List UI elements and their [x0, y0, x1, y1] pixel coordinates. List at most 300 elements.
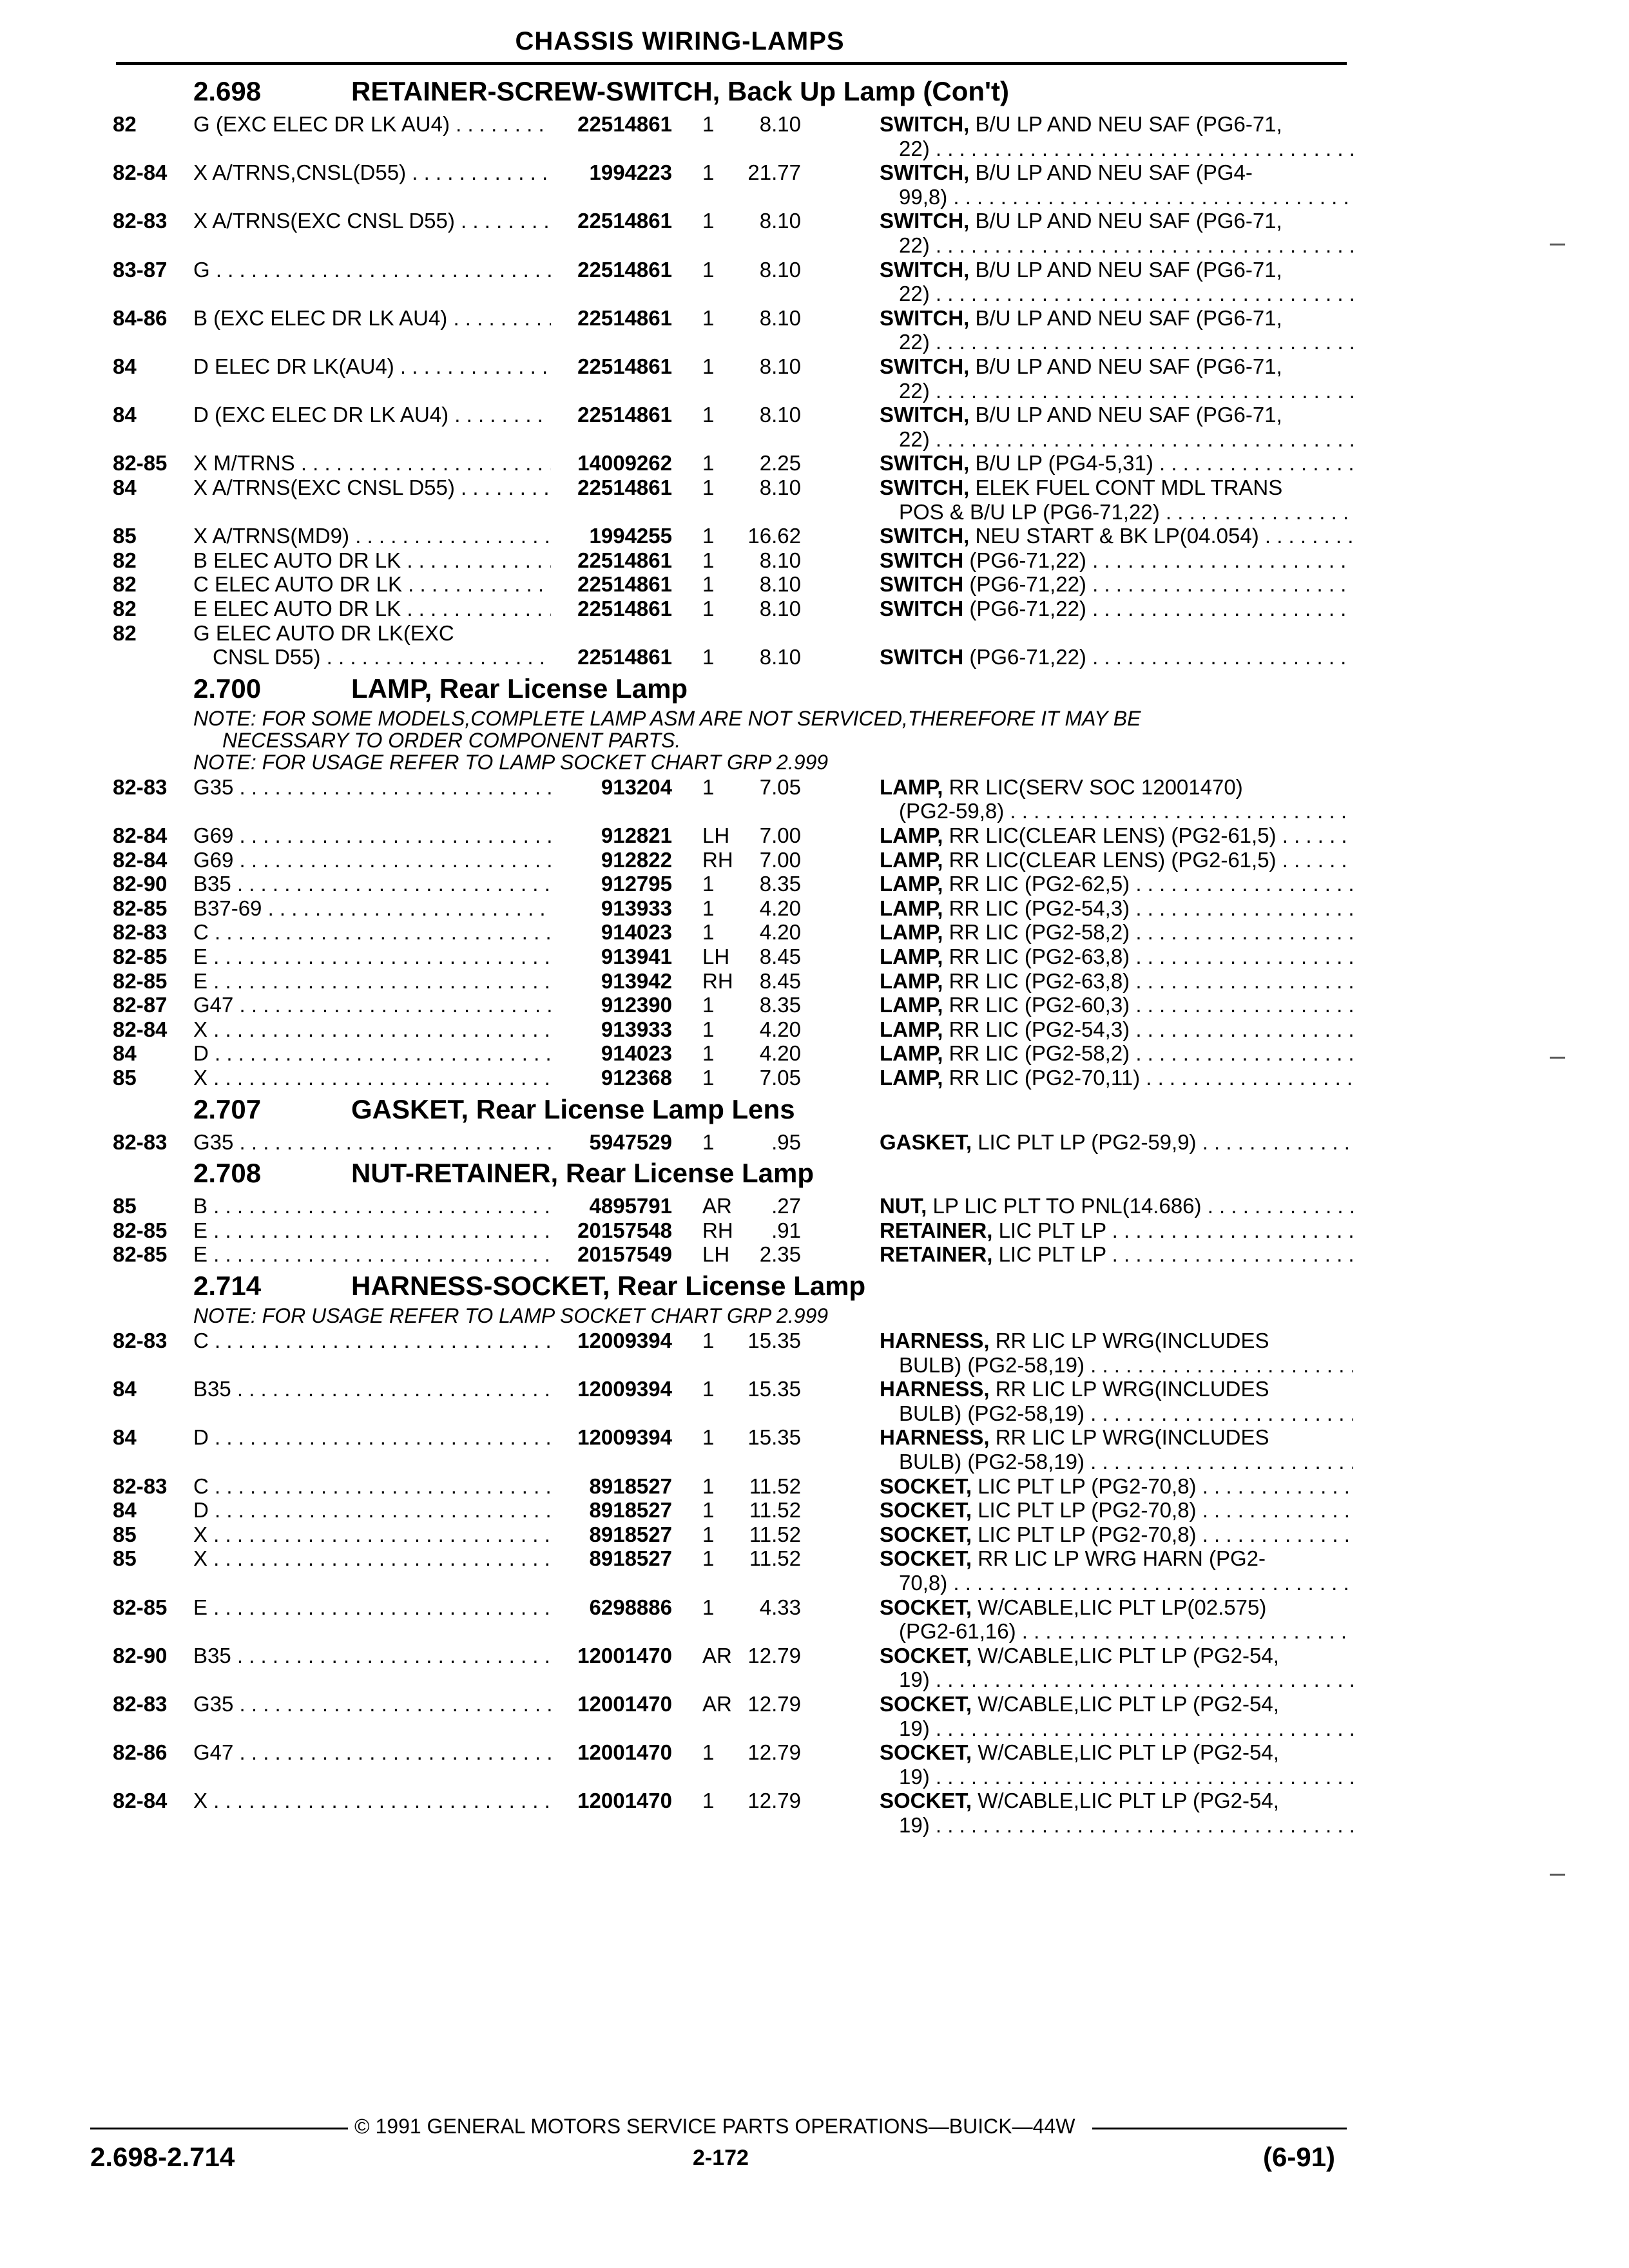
part-name-main: SWITCH, — [880, 306, 970, 330]
part-name — [880, 1066, 1353, 1090]
part-name-cont: POS & B/U LP (PG6-71,22) . . . — [899, 500, 1353, 524]
part-name — [880, 548, 1353, 573]
price: 7.05 — [759, 1066, 801, 1090]
part-name-main: HARNESS, — [880, 1377, 990, 1401]
quantity: 1 — [702, 1546, 715, 1570]
part-name-detail: RR LIC LP WRG(INCLUDES — [995, 1329, 1269, 1352]
footer-rule-left — [90, 2128, 348, 2129]
part-name-cont: (PG2-59,8) . . . — [899, 799, 1353, 823]
quantity: 1 — [702, 572, 715, 596]
group-title: NUT-RETAINER, Rear License Lamp — [351, 1158, 815, 1188]
price: 4.33 — [759, 1595, 801, 1619]
part-name-detail: RR LIC (PG2-54,3) — [949, 1017, 1130, 1041]
quantity: LH — [702, 945, 730, 968]
part-row-continued — [0, 1401, 1629, 1426]
part-name-main: SOCKET, — [880, 1546, 972, 1570]
price: 11.52 — [749, 1546, 801, 1570]
part-name-cont: 22) . . . — [899, 379, 1353, 403]
usage-description: G47 . . . — [193, 1740, 551, 1765]
model-years: 85 — [113, 1523, 137, 1546]
part-name-detail: B/U LP AND NEU SAF (PG6-71, — [975, 354, 1282, 378]
part-number: 12001470 — [577, 1789, 672, 1812]
part-name-cont: 19) . . . — [899, 1667, 1353, 1692]
model-years: 82-83 — [113, 1692, 168, 1716]
quantity: 1 — [702, 1595, 715, 1619]
part-name-cont: 19) . . . — [899, 1716, 1353, 1741]
quantity: 1 — [702, 1740, 715, 1764]
part-name-cont: 19) . . . — [899, 1765, 1353, 1789]
part-name-detail: ELEK FUEL CONT MDL TRANS — [975, 476, 1283, 499]
page-title: CHASSIS WIRING-LAMPS — [515, 27, 845, 55]
quantity: 1 — [702, 354, 715, 378]
part-row — [0, 1218, 1629, 1243]
part-name — [880, 1242, 1353, 1267]
quantity: 1 — [702, 1329, 715, 1352]
part-name-detail: RR LIC (PG2-58,2) — [949, 1041, 1130, 1065]
part-name-cont: 22) . . . — [899, 137, 1353, 161]
quantity: 1 — [702, 1498, 715, 1522]
quantity: 1 — [702, 1041, 715, 1065]
part-name-detail: RR LIC(SERV SOC 12001470) — [949, 775, 1243, 799]
part-number: 12009394 — [577, 1377, 672, 1401]
quantity: 1 — [702, 1425, 715, 1449]
part-row — [0, 451, 1629, 476]
part-name-detail: (PG6-71,22) — [969, 597, 1086, 620]
part-name-detail: LIC PLT LP — [998, 1242, 1106, 1266]
part-name-detail: RR LIC LP WRG(INCLUDES — [995, 1377, 1269, 1401]
price: 8.10 — [759, 403, 801, 427]
part-name-main: SOCKET, — [880, 1740, 972, 1764]
usage-description: X . . . — [193, 1523, 551, 1547]
part-number: 914023 — [601, 920, 672, 944]
part-number: 22514861 — [577, 476, 672, 499]
group-title: LAMP, Rear License Lamp — [351, 673, 688, 704]
part-name-main: LAMP, — [880, 848, 943, 872]
price: 8.10 — [759, 209, 801, 233]
price: 8.10 — [759, 548, 801, 572]
part-name — [880, 1644, 1353, 1668]
quantity: AR — [702, 1692, 732, 1716]
part-name — [880, 354, 1353, 379]
part-name-main: LAMP, — [880, 1066, 943, 1090]
part-row — [0, 848, 1629, 872]
model-years: 82-83 — [113, 775, 168, 799]
part-row — [0, 1595, 1629, 1620]
usage-description: D (EXC ELEC DR LK AU4) . . . — [193, 403, 551, 427]
footer-copyright: © 1991 GENERAL MOTORS SERVICE PARTS OPERATIONS—BUICK—44W — [354, 2115, 1075, 2138]
model-years: 85 — [113, 1194, 137, 1218]
part-name-detail: B/U LP AND NEU SAF (PG6-71, — [975, 258, 1282, 282]
part-number: 913933 — [601, 1017, 672, 1041]
part-row — [0, 1498, 1629, 1523]
price: 2.25 — [759, 451, 801, 475]
part-name-detail: B/U LP AND NEU SAF (PG6-71, — [975, 306, 1282, 330]
usage-description: X . . . — [193, 1017, 551, 1042]
quantity: LH — [702, 1242, 730, 1266]
usage-description: G . . . — [193, 258, 551, 282]
part-name-detail: RR LIC (PG2-54,3) — [949, 896, 1130, 920]
part-name-detail: RR LIC (PG2-58,2) — [949, 920, 1130, 944]
part-name-detail: LIC PLT LP (PG2-59,9) — [978, 1130, 1197, 1154]
part-name-main: SOCKET, — [880, 1523, 972, 1546]
part-row — [0, 597, 1629, 621]
part-row — [0, 1740, 1629, 1765]
header-rule — [116, 62, 1347, 65]
usage-description: X A/TRNS(EXC CNSL D55) . . . — [193, 209, 551, 233]
part-name-detail: W/CABLE,LIC PLT LP (PG2-54, — [978, 1692, 1279, 1716]
part-number: 20157549 — [577, 1242, 672, 1266]
part-name-detail: LP LIC PLT TO PNL(14.686) — [932, 1194, 1202, 1218]
part-name — [880, 572, 1353, 597]
part-row — [0, 403, 1629, 427]
part-number: 8918527 — [589, 1546, 672, 1570]
part-number: 8918527 — [589, 1523, 672, 1546]
quantity: 1 — [702, 872, 715, 896]
group-heading — [193, 1094, 795, 1125]
part-number: 913933 — [601, 896, 672, 920]
part-name-main: SWITCH, — [880, 451, 970, 475]
quantity: 1 — [702, 451, 715, 475]
model-years: 82-83 — [113, 1474, 168, 1498]
part-number: 12009394 — [577, 1329, 672, 1352]
part-row — [0, 476, 1629, 500]
group-title: HARNESS-SOCKET, Rear License Lamp — [351, 1271, 866, 1301]
model-years: 82 — [113, 548, 137, 572]
part-name — [880, 1329, 1353, 1353]
part-name — [880, 1218, 1353, 1243]
model-years: 82-85 — [113, 1218, 168, 1242]
part-number: 5947529 — [589, 1130, 672, 1154]
part-row — [0, 1644, 1629, 1668]
part-name — [880, 1692, 1353, 1716]
part-row — [0, 1066, 1629, 1090]
part-name-main: LAMP, — [880, 945, 943, 968]
part-name-main: SOCKET, — [880, 1789, 972, 1812]
part-number: 22514861 — [577, 354, 672, 378]
price: 12.79 — [747, 1789, 801, 1812]
part-row — [0, 354, 1629, 379]
part-number: 22514861 — [577, 112, 672, 136]
model-years: 82-85 — [113, 896, 168, 920]
model-years: 82-84 — [113, 160, 168, 184]
price: .91 — [771, 1218, 801, 1242]
part-name-detail: B/U LP AND NEU SAF (PG6-71, — [975, 112, 1282, 136]
part-name-detail: W/CABLE,LIC PLT LP(02.575) — [978, 1595, 1267, 1619]
usage-description: D . . . — [193, 1498, 551, 1523]
group-number: 2.698 — [193, 76, 262, 106]
quantity: RH — [702, 969, 733, 993]
part-name-main: SWITCH, — [880, 524, 970, 548]
part-number: 12009394 — [577, 1425, 672, 1449]
usage-description: E . . . — [193, 1242, 551, 1267]
part-name-detail: (PG6-71,22) — [969, 572, 1086, 596]
model-years: 84 — [113, 354, 137, 378]
price: 12.79 — [747, 1692, 801, 1716]
model-years: 82-83 — [113, 1130, 168, 1154]
usage-description: G ELEC AUTO DR LK(EXC — [193, 621, 454, 645]
part-name — [880, 209, 1353, 233]
part-row — [0, 1329, 1629, 1353]
model-years: 82-84 — [113, 1017, 168, 1041]
part-name — [880, 306, 1353, 331]
quantity: 1 — [702, 1523, 715, 1546]
quantity: RH — [702, 848, 733, 872]
part-row — [0, 209, 1629, 233]
part-number: 8918527 — [589, 1474, 672, 1498]
part-name-main: LAMP, — [880, 896, 943, 920]
part-number: 912821 — [601, 823, 672, 847]
model-years: 82-90 — [113, 872, 168, 896]
part-name — [880, 848, 1353, 872]
part-name — [880, 1377, 1353, 1401]
part-row — [0, 1242, 1629, 1267]
part-number: 1994255 — [589, 524, 672, 548]
part-row-continued — [0, 330, 1629, 354]
part-row-continued — [0, 1716, 1629, 1741]
model-years: 82-83 — [113, 920, 168, 944]
part-number: 22514861 — [577, 258, 672, 282]
usage-description: D ELEC DR LK(AU4) . . . — [193, 354, 551, 379]
model-years: 84 — [113, 1377, 137, 1401]
price: 8.35 — [759, 872, 801, 896]
part-row — [0, 1692, 1629, 1716]
part-name-main: LAMP, — [880, 993, 943, 1017]
part-name-cont: BULB) (PG2-58,19) . . . — [899, 1353, 1353, 1378]
part-row — [0, 969, 1629, 994]
quantity: 1 — [702, 1066, 715, 1090]
quantity: 1 — [702, 896, 715, 920]
part-name-detail: W/CABLE,LIC PLT LP (PG2-54, — [978, 1789, 1279, 1812]
part-number: 22514861 — [577, 572, 672, 596]
part-row-continued — [0, 645, 1629, 669]
part-name — [880, 597, 1353, 621]
usage-description: C . . . — [193, 1474, 551, 1499]
part-number: 1994223 — [589, 160, 672, 184]
part-row-continued — [0, 137, 1629, 161]
model-years: 82-85 — [113, 1242, 168, 1266]
model-years: 82 — [113, 572, 137, 596]
part-name-main: GASKET, — [880, 1130, 972, 1154]
part-row — [0, 524, 1629, 548]
price: 4.20 — [759, 1017, 801, 1041]
price: 12.79 — [747, 1644, 801, 1667]
part-row — [0, 112, 1629, 137]
price: 8.10 — [759, 572, 801, 596]
part-name-cont: 22) . . . — [899, 330, 1353, 354]
usage-description: X A/TRNS(EXC CNSL D55) . . . — [193, 476, 551, 500]
model-years: 84 — [113, 403, 137, 427]
part-row — [0, 548, 1629, 573]
model-years: 82-83 — [113, 1329, 168, 1352]
part-name-main: LAMP, — [880, 1017, 943, 1041]
part-row-continued — [0, 1353, 1629, 1378]
usage-description: G35 . . . — [193, 1692, 551, 1716]
part-name-detail: W/CABLE,LIC PLT LP (PG2-54, — [978, 1740, 1279, 1764]
price: 2.35 — [759, 1242, 801, 1266]
part-name — [880, 775, 1353, 800]
quantity: 1 — [702, 1474, 715, 1498]
usage-description: B . . . — [193, 1194, 551, 1218]
part-name — [880, 258, 1353, 282]
model-years: 82-84 — [113, 848, 168, 872]
part-name-detail: B/U LP AND NEU SAF (PG6-71, — [975, 403, 1282, 427]
model-years: 84-86 — [113, 306, 168, 330]
margin-tick — [1550, 244, 1565, 245]
part-number: 914023 — [601, 1041, 672, 1065]
usage-description: G69 . . . — [193, 848, 551, 872]
group-heading — [193, 76, 1009, 107]
part-name-detail: W/CABLE,LIC PLT LP (PG2-54, — [978, 1644, 1279, 1667]
part-name-main: SWITCH, — [880, 354, 970, 378]
price: .95 — [771, 1130, 801, 1154]
group-heading — [193, 1271, 865, 1302]
part-name-main: SWITCH, — [880, 476, 970, 499]
part-name-detail: (PG6-71,22) — [969, 645, 1086, 669]
usage-description: X . . . — [193, 1066, 551, 1090]
quantity: 1 — [702, 920, 715, 944]
part-row — [0, 306, 1629, 331]
part-name-main: SWITCH — [880, 645, 964, 669]
group-note: NOTE: FOR USAGE REFER TO LAMP SOCKET CHART GRP 2.999 — [193, 1304, 829, 1327]
part-number: 8918527 — [589, 1498, 672, 1522]
part-number: 12001470 — [577, 1740, 672, 1764]
model-years: 85 — [113, 1066, 137, 1090]
part-name-cont: (PG2-61,16) . . . — [899, 1619, 1353, 1644]
quantity: 1 — [702, 306, 715, 330]
usage-description: B37-69 . . . — [193, 896, 551, 921]
part-name — [880, 476, 1353, 500]
part-name — [880, 1740, 1353, 1765]
quantity: 1 — [702, 476, 715, 499]
price: 11.52 — [749, 1523, 801, 1546]
price: 12.79 — [747, 1740, 801, 1764]
part-number: 4895791 — [589, 1194, 672, 1218]
part-number: 913942 — [601, 969, 672, 993]
part-name-detail: (PG6-71,22) — [969, 548, 1086, 572]
model-years: 82-86 — [113, 1740, 168, 1764]
part-name-main: SOCKET, — [880, 1498, 972, 1522]
part-name-main: SWITCH, — [880, 160, 970, 184]
part-name-detail: RR LIC(CLEAR LENS) (PG2-61,5) — [949, 848, 1277, 872]
quantity: 1 — [702, 548, 715, 572]
usage-description: X A/TRNS(MD9) . . . — [193, 524, 551, 548]
part-name-main: SWITCH, — [880, 209, 970, 233]
part-name — [880, 1425, 1353, 1450]
part-name-main: SWITCH — [880, 597, 964, 620]
part-name-main: LAMP, — [880, 872, 943, 896]
part-name-cont: 70,8) . . . — [899, 1571, 1353, 1595]
part-row — [0, 1789, 1629, 1813]
model-years: 84 — [113, 476, 137, 499]
part-name-main: NUT, — [880, 1194, 927, 1218]
part-row-continued — [0, 379, 1629, 403]
part-name-detail: RR LIC LP WRG HARN (PG2- — [978, 1546, 1266, 1570]
part-row — [0, 572, 1629, 597]
usage-description: B35 . . . — [193, 872, 551, 896]
part-row — [0, 945, 1629, 969]
price: 8.10 — [759, 597, 801, 620]
group-number: 2.700 — [193, 673, 262, 704]
footer-date: (6-91) — [1263, 2142, 1336, 2172]
model-years: 85 — [113, 1546, 137, 1570]
price: 8.10 — [759, 258, 801, 282]
part-name — [880, 1194, 1353, 1218]
price: 15.35 — [747, 1329, 801, 1352]
price: 4.20 — [759, 896, 801, 920]
part-number: 12001470 — [577, 1692, 672, 1716]
part-name — [880, 1523, 1353, 1547]
part-row-continued — [0, 1571, 1629, 1595]
part-name — [880, 1546, 1353, 1571]
price: 8.10 — [759, 354, 801, 378]
part-name-detail: RR LIC(CLEAR LENS) (PG2-61,5) — [949, 823, 1277, 847]
quantity: AR — [702, 1194, 732, 1218]
model-years: 84 — [113, 1425, 137, 1449]
part-name-detail: RR LIC LP WRG(INCLUDES — [995, 1425, 1269, 1449]
price: 8.10 — [759, 476, 801, 499]
quantity: 1 — [702, 258, 715, 282]
part-name-cont: BULB) (PG2-58,19) . . . — [899, 1401, 1353, 1426]
model-years: 82-85 — [113, 1595, 168, 1619]
part-row-continued — [0, 1765, 1629, 1789]
part-name-detail: RR LIC (PG2-63,8) — [949, 969, 1130, 993]
model-years: 82-87 — [113, 993, 168, 1017]
group-note: NOTE: FOR USAGE REFER TO LAMP SOCKET CHART GRP 2.999 — [193, 751, 829, 774]
usage-description: B35 . . . — [193, 1644, 551, 1668]
part-name — [880, 993, 1353, 1017]
part-row — [0, 1017, 1629, 1042]
margin-tick — [1550, 1874, 1565, 1876]
footer-range: 2.698-2.714 — [90, 2142, 235, 2172]
part-name-main: LAMP, — [880, 920, 943, 944]
part-row — [0, 872, 1629, 896]
group-heading — [193, 673, 688, 704]
model-years: 85 — [113, 524, 137, 548]
quantity: 1 — [702, 403, 715, 427]
part-row — [0, 160, 1629, 185]
part-number: 22514861 — [577, 645, 672, 669]
usage-description: G35 . . . — [193, 1130, 551, 1155]
quantity: LH — [702, 823, 730, 847]
quantity: 1 — [702, 597, 715, 620]
footer-rule-right — [1092, 2128, 1347, 2129]
part-row — [0, 1377, 1629, 1401]
part-name-detail: LIC PLT LP (PG2-70,8) — [978, 1523, 1197, 1546]
part-name-cont: BULB) (PG2-58,19) . . . — [899, 1450, 1353, 1474]
group-number: 2.714 — [193, 1271, 262, 1301]
model-years: 82-84 — [113, 823, 168, 847]
part-name-main: SWITCH — [880, 572, 964, 596]
part-name-main: HARNESS, — [880, 1329, 990, 1352]
part-number: 14009262 — [577, 451, 672, 475]
part-row — [0, 621, 1629, 646]
part-number: 912390 — [601, 993, 672, 1017]
part-number: 912822 — [601, 848, 672, 872]
usage-description: X M/TRNS . . . — [193, 451, 551, 476]
usage-description: C . . . — [193, 1329, 551, 1353]
part-number: 22514861 — [577, 306, 672, 330]
quantity: 1 — [702, 775, 715, 799]
part-number: 22514861 — [577, 209, 672, 233]
quantity: 1 — [702, 993, 715, 1017]
group-title: RETAINER-SCREW-SWITCH, Back Up Lamp (Con't) — [351, 76, 1010, 106]
usage-description: E . . . — [193, 1595, 551, 1620]
part-row — [0, 920, 1629, 945]
part-name-detail: RR LIC (PG2-70,11) — [949, 1066, 1141, 1090]
part-name-main: SWITCH, — [880, 112, 970, 136]
part-name-main: LAMP, — [880, 969, 943, 993]
part-name — [880, 1789, 1353, 1813]
